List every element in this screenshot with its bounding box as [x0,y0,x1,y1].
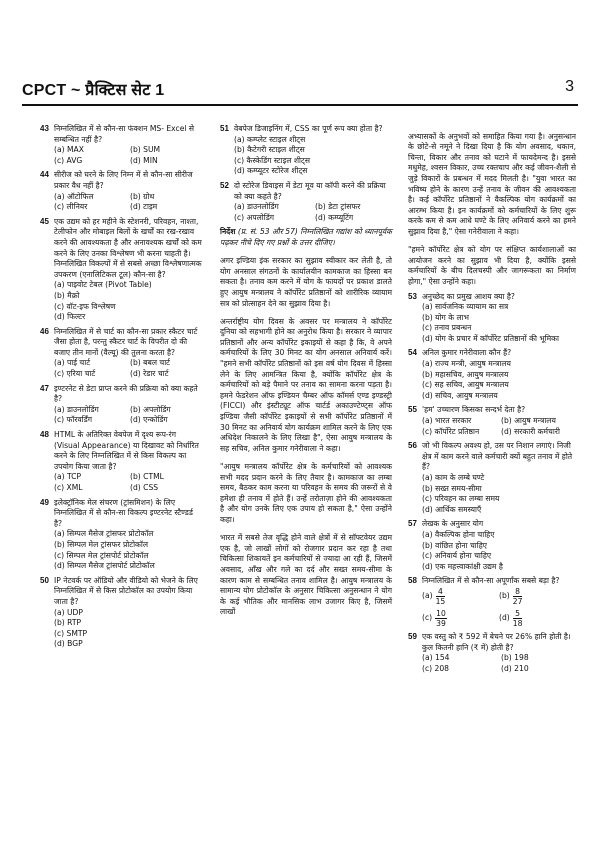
question-46 [40,327,202,380]
option-c[interactable]: (c) सह सचिव, आयुष मन्त्रालय [422,380,509,390]
option-a[interactable]: (a) MAX [54,145,84,155]
option-c[interactable]: (c) लीनियर [54,202,88,212]
denominator: 27 [512,596,523,606]
question-52 [220,181,392,223]
option-a[interactable]: (a) भारत सरकार [422,416,472,426]
question-55 [408,405,576,437]
option-c[interactable]: (c) वॉट-इफ विश्लेषण [54,301,116,311]
question-43 [40,124,202,166]
option-b[interactable]: (b) महासचिव, आयुष मन्त्रालय [422,369,509,379]
option-d[interactable]: (d) योग के प्रचार में कॉर्पोरेट प्रतिष्ठानों की भूमिका [422,333,559,343]
question-number: 49 [40,497,49,507]
question-number: 48 [40,430,49,440]
option-d[interactable]: (d) रेडार चार्ट [130,369,169,379]
numerator: 4 [436,587,446,597]
options [422,653,576,674]
question-text: एक वस्तु को ₹ 592 में बेचने पर 26% हानि होती है। कुल कितनी हानि (₹ में) होती है? [422,631,571,652]
option-d[interactable]: (d) BGP [54,639,83,649]
options [54,145,202,166]
question-text: निम्नलिखित में से कौन-सा अपूर्णांक सबसे बड़ा है? [422,576,560,586]
option-b[interactable]: (b) ग्रोथ [130,191,155,201]
question-number: 54 [408,348,417,358]
option-a[interactable]: (a) TCP [54,472,82,482]
option-c[interactable]: (c) एरिया चार्ट [54,369,96,379]
options [54,405,202,426]
option-a[interactable]: (a) UDP [54,607,83,617]
passage-paragraph: भारत में सबसे तेज वृद्धि होने वाले क्षेत्रों में से सॉफ्टवेयर उद्यम एक है, जो लाखों लोगों को रोजगार प्रदान कर रहा है तथा चिकित्सा शिकायतें इन कर्मचारियों से ज्यादा आ रही हैं, जिसमें अवसाद, आँख और गले का दर्द और सख्त समय-सीमा के कारण काम से सम्बन्धित तनाव शामिल है। आयुष मन्त्रालय के सामान्य योग प्रोटोकॉल के अनुसार चिकित्सा अनुसन्धान ने योग के कई भौतिक और मानसिक लाभ उजागर किए है, जिसमें लाखों [220,533,392,617]
passage-paragraph: अन्तर्राष्ट्रीय योग दिवस के अवसर पर मन्त्रालय ने कॉर्पोरेट दुनिया को सहभागी होने का अनुरोध किया है। सरकार ने व्यापार प्रतिष्ठानों और अन्य कॉर्पोरेट इकाइयों से कहा है कि, वे अपने कर्मचारियों के लिए 30 मिनट का योग अनसाल अनिवार्य करें। "हमने सभी कॉर्पोरेट प्रतिष्ठानों को इस वर्ष योग दिवस में हिस्सा लेने के लिए आमन्त्रित किया है, क्योंकि कॉर्पोरेट क्षेत्र के कर्मचारियों को बड़े पैमाने पर तनाव का सामना करना पड़ता है। हमने फेडरेशन ऑफ इण्डियन चैम्बर ऑफ कॉमर्स एण्ड इण्डस्ट्री (FICCI) और इंस्टीट्यूट ऑफ चार्टर्ड अकाउण्टेण्ट्स ऑफ इण्डिया जैसी कॉर्पोरेट इकाइयों से सभी कॉर्पोरेट प्रतिष्ठानों में 30 मिनट का अनिवार्य योग कार्यक्रम शामिल करने के लिए एक अधिदेश निकालने के लिए लिखा है", ऐसा आयुष मन्त्रालय के सह सचिव, अनिल कुमार गनेरीवाला ने कहा। [220,316,392,453]
series-title: CPCT ~ प्रैक्टिस सेट 1 [22,82,165,99]
question-number: 56 [408,441,417,451]
option-b[interactable] [499,587,576,606]
question-54 [408,348,576,401]
option-c[interactable]: (c) XML [54,483,83,492]
question-text: IP नेटवर्क पर ऑडियो और वीडियो को भेजने के लिए निम्नलिखित में से किस प्रोटोकॉल का उपयोग किया जाता है? [54,575,198,606]
question-text: दो स्टोरेज डिवाइस में डेटा मूव या कॉपी करने की प्रक्रिया को क्या कहते है? [234,180,386,201]
options [54,192,202,213]
option-d[interactable] [499,609,576,628]
question-47 [40,384,202,426]
fraction [436,587,446,606]
option-a[interactable]: (a) डाउनलोडिंग [54,404,99,414]
direction-text: (प्र. सं. 53 और 57) निम्नलिखित गद्यांश को ध्यानपूर्वक पढ़कर नीचे दिए गए प्रश्नों के उत्तर दीजिए। [220,227,392,247]
option-a[interactable]: (a) ऑटोफिल [54,191,94,201]
question-48 [40,430,202,494]
option-b[interactable]: (b) कैटेगरी स्टाइल शीट्स [234,145,305,155]
question-text: निम्नलिखित में से कौन-सा फंक्शन MS- Excel से सम्बन्धित नहीं है? [54,124,195,144]
option-d[interactable]: (d) टाइम [130,202,158,212]
fraction [435,609,447,628]
options [422,302,576,344]
question-text: जो भी विकल्प अवश्य हो, उस पर निशान लगाएं। निजी क्षेत्र में काम करने वाले कर्मचारी क्यों बहुत तनाव में होते हैं? [422,441,573,472]
option-a[interactable]: (a) कम्प्लेट स्टाइल शीट्स [234,134,306,144]
options [54,358,202,379]
option-label: (c) [422,613,433,623]
options [422,530,576,572]
option-a[interactable]: (a) राज्य मन्त्री, आयुष मन्त्रालय [422,359,511,369]
option-c[interactable]: (c) परिवहन का लम्बा समय [422,494,500,504]
question-57 [408,519,576,572]
options [422,359,576,401]
option-b[interactable]: (b) मैक्रो [54,290,80,300]
option-a[interactable]: (a) पाई चार्ट [54,358,91,368]
direction-label: निर्देश [220,227,236,237]
question-59 [408,632,576,674]
options [234,135,392,177]
header-divider [22,104,578,106]
option-d[interactable]: (d) सचिव, आयुष मन्त्रालय [422,390,498,400]
question-text: 'हम' उच्चारण किसका सन्दर्भ देता है? [422,405,526,415]
question-number: 51 [220,124,229,133]
passage-direction [220,227,392,248]
question-49 [40,498,202,572]
option-d[interactable]: (d) CSS [130,483,159,492]
option-c[interactable]: (c) अनिवार्य होना चाहिए [422,551,492,561]
option-c[interactable]: (c) अपलोडिंग [234,212,275,222]
option-c[interactable]: (c) कैस्केडिंग स्टाइल शीट्स [234,155,310,165]
denominator: 39 [436,618,446,628]
option-b[interactable]: (b) अपलोडिंग [130,404,171,414]
option-b[interactable]: (b) RTP [54,618,82,628]
fraction [513,587,523,606]
fraction [513,609,523,628]
question-text: निम्नलिखित में से चार्ट का कौन-सा प्रकार स्कैटर चार्ट जैसा होता है, परन्तु स्कैटर चार्ट के विपरीत दो की बजाए तीन मानों (वैल्यू) की तुलना करता है? [54,326,198,357]
question-51 [220,124,392,177]
question-number: 57 [408,519,417,529]
option-a[interactable]: (a) सार्वजनिक व्यायाम का सत्र [422,302,509,312]
option-d[interactable]: (d) एक महत्त्वाकांक्षी उद्यम है [422,561,503,571]
question-text: वेबपेज डिजाइनिंग में, CSS का पूर्ण रूप क्या होता है? [234,124,383,133]
denominator: 15 [435,596,446,606]
question-text: एक उद्यम को हर महीने के स्टेशनरी, परिवहन, नाश्ता, टेलीफोन और मोबाइल बिलों के खर्चों का रख-रखाव करने की आवश्यकता है और अनावश्यक खर्चों को कम करने के लिए उनका विश्लेषण भी करना चाहती है। निम्नलिखित विकल्पों में से सबसे अच्छा विश्लेषणात्मक उपकरण (एनालिटिकल टूल) कौन-सा है? [54,216,202,279]
fraction-options [422,587,576,628]
option-c[interactable]: (c) 208 [422,663,450,673]
question-text: HTML के अतिरिक्त वेबपेज में दृश्य रूप-रंग (Visual Appearance) या दिखावट को निर्धारित करने के लिए निम्नलिखित में से किस विकल्प का उपयोग किया जाता है? [54,430,199,471]
option-b[interactable]: (b) 198 [501,653,529,663]
option-d[interactable]: (d) फिल्टर [54,312,86,322]
numerator: 10 [436,608,446,618]
question-number: 45 [40,216,49,226]
question-number: 59 [408,631,417,641]
question-45 [40,217,202,323]
options [422,416,576,437]
option-c[interactable]: (c) फॉरवर्डिंग [54,415,92,425]
question-number: 46 [40,326,49,336]
passage-paragraph: अभ्यासकों के अनुभवों को समाहित किया गया है। अनुसन्धान के छोटे-से नमूने ने दिखा दिया है कि योग अवसाद, थकान, चिन्ता, विकार और तनाव को घटाने में फायदेमन्द है। इससे मधुमेह, श्वसन विकार, उच्च रक्तचाप और कई जीवन-शैली से जुड़े विकारों के प्रबन्धन में मदद मिलती है। "युवा भारत का भविष्य होने के कारण उन्हें तनाव के जीवन की आवश्यकता है। कई कॉर्पोरेट प्रतिष्ठानों ने वैकल्पिक योग कार्यक्रमों का आरम्भ किया है। इन कार्यक्रमों को कर्मचारियों के लिए शुरू करके कम से कम आधे घण्टे के लिए अनिवार्य करने का हमने सुझाव दिया है," ऐसा गनेरीवाला ने कहा। [408,131,576,236]
option-c[interactable]: (c) सिम्पल मेल ट्रांसपोर्ट प्रोटोकॉल [54,550,149,560]
option-d[interactable]: (d) कम्प्यूटिंग [315,212,354,222]
column-right [408,124,576,678]
options [54,529,202,571]
question-text: अनुच्छेद का प्रमुख आशय क्या है? [422,291,515,301]
option-a[interactable]: (a) काम के लम्बे घण्टे [422,473,485,482]
option-c[interactable]: (c) कॉर्पोरेट प्रतिष्ठान [422,426,480,436]
column-middle [220,124,392,622]
option-c[interactable]: (c) AVG [54,155,83,165]
passage-paragraph: "हमने कॉर्पोरेट क्षेत्र को योग पर संक्षिप्त कार्यशालाओं का आयोजन करने का सुझाव भी दिया है, क्योंकि इससे कर्मचारियों के बीच दिलचस्पी और जागरूकता का निर्माण होगा," ऐसा उन्होंने कहा। [408,245,576,286]
question-58 [408,576,576,628]
numerator: 8 [513,587,523,597]
question-number: 52 [220,180,229,190]
option-a[interactable]: (a) वैकल्पिक होना चाहिए [422,529,495,539]
question-number: 50 [40,575,49,585]
options [234,202,392,223]
option-b[interactable]: (b) SUM [130,145,161,155]
page-number: 3 [565,78,574,95]
question-number: 55 [408,405,417,415]
option-b[interactable]: (b) सिम्पल मेल ट्रांसफर प्रोटोकॉल [54,539,148,549]
question-53 [408,292,576,345]
options [54,472,202,493]
question-text: इण्टरनेट से डेटा प्राप्त करने की प्रक्रिया को क्या कहते है? [54,383,198,404]
options [54,280,202,322]
option-d[interactable]: (d) कम्प्यूटर स्टोरेज शीट्स [234,166,308,176]
option-label: (b) [499,591,510,601]
question-number: 47 [40,383,49,393]
option-d[interactable]: (d) सिम्पल मैसेज ट्रांसपोर्ट प्रोटोकॉल [54,561,155,571]
option-d[interactable]: (d) सरकारी कर्मचारी [501,426,560,436]
question-50 [40,576,202,650]
page-header [22,78,578,100]
options [54,608,202,650]
passage-paragraph: "आयुष मन्त्रालय कॉर्पोरेट क्षेत्र के कर्मचारियों को आवश्यक सभी मदद प्रदान करने के लिए तैयार है। कामकाज का लम्बा समय, बैठकर काम करना या परिवहन के समय की जरूरों से वे हमेशा ही तनाव में होते हैं। उन्हें तरोताज़ा होने की आवश्यकता है और योग उनके लिए एक उपाय हो सकता है," ऐसा उन्होंने कहा। [220,462,392,524]
options [422,473,576,515]
option-label: (a) [422,591,433,601]
question-number: 58 [408,576,417,586]
option-c[interactable]: (c) SMTP [54,628,88,638]
option-c[interactable]: (c) तनाव प्रबन्धन [422,323,472,333]
passage-paragraph: अगर इण्डिया इंक सरकार का सुझाव स्वीकार कर लेती है, तो योग अनसाल संगठनों के कार्यालयीन कामकाज का हिस्सा बन सकता है। तनाव कम करने में योग के फायदों पर प्रकाश डालते हुए आयुष मन्त्रालय ने कॉर्पोरेट प्रतिष्ठानों को शारीरिक व्यायाम सत्र को प्रोत्साहन देने का सुझाव दिया है। [220,256,392,308]
denominator: 18 [512,618,523,628]
option-b[interactable]: (b) वांछित होना चाहिए [422,540,487,550]
option-b[interactable]: (b) डेटा ट्रांसफर [315,202,361,212]
question-number: 43 [40,124,49,133]
option-b[interactable]: (b) योग के लाभ [422,312,469,322]
question-44 [40,170,202,212]
question-text: अनिल कुमार गनेरीवाला कौन हैं? [422,348,512,358]
question-number: 53 [408,291,417,301]
option-d[interactable]: (d) MIN [130,155,158,165]
question-text: लेखक के अनुसार योग [422,519,484,529]
option-label: (d) [499,613,510,623]
option-b[interactable]: (b) आयुष मन्त्रालय [501,416,556,426]
numerator: 5 [513,609,523,619]
option-d[interactable]: (d) एन्कोडिंग [130,415,168,425]
column-left [40,124,202,654]
option-a[interactable] [422,587,499,606]
option-a[interactable]: (a) डाउनलोडिंग [234,202,279,212]
question-56 [408,441,576,515]
option-a[interactable]: (a) पाइवोट टेबल (Pivot Table) [54,280,152,290]
option-b[interactable]: (b) सख्त समय-सीमा [422,483,482,493]
option-a[interactable]: (a) 154 [422,653,450,663]
option-a[interactable]: (a) सिम्पल मैसेज ट्रांसफर प्रोटोकॉल [54,529,154,539]
question-text: इलेक्ट्रॉनिक मेल संचरण (ट्रांसमिशन) के लिए निम्नलिखित में से कौन-सा विकल्प इण्टरनेट स्टैण्डर्ड है? [54,497,193,528]
option-c[interactable] [422,609,499,628]
question-number: 44 [40,170,49,180]
option-d[interactable]: (d) 210 [501,663,529,673]
option-b[interactable]: (b) बबल चार्ट [130,358,171,368]
option-d[interactable]: (d) आर्थिक समस्याएँ [422,504,482,514]
option-b[interactable]: (b) CTML [130,472,164,482]
question-text: सीरीज को घरने के लिए निम्न में से कौन-सा सीरीज प्रकार वैध नहीं है? [54,170,193,190]
